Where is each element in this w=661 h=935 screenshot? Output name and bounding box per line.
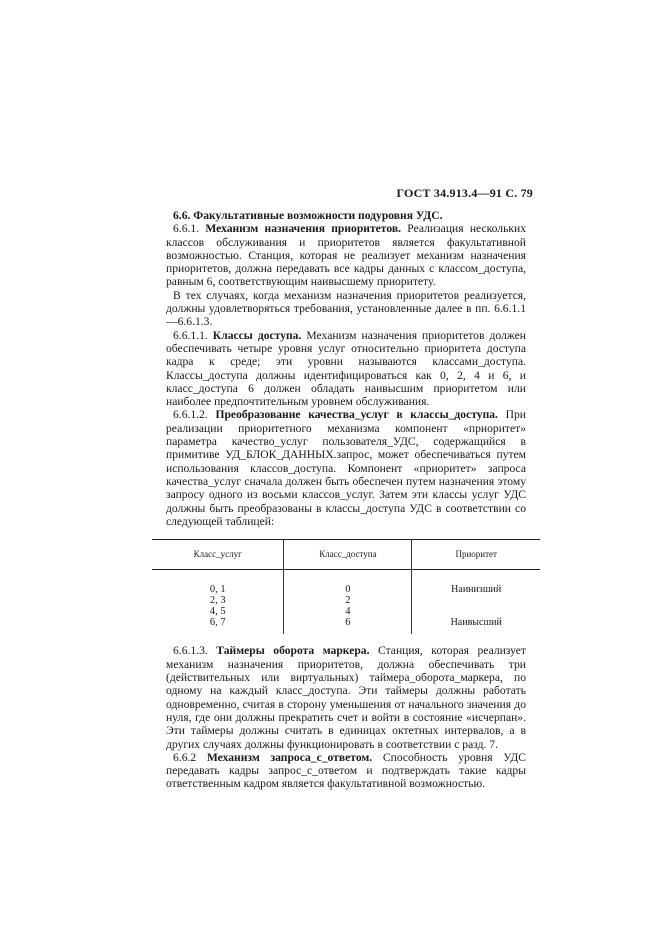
paragraph-6-6-1: [166, 222, 526, 288]
clause-title: Механизм назначения приоритетов.: [205, 222, 402, 236]
clause-text: Станция, которая реализует механизм назначения приоритетов, должна обеспечивать три (действительных или виртуальных) таймера_оборота_маркера, по одному на каждый класс_доступа. Эти таймеры должны работать одновременно, считая в сторону уменьшения от начального значения до нуля, где они должны прекратить счет и войти в состояние «исчерпан». Эти таймеры должны считать в единицах октетных интервалов, а в других случаях должны функционировать в соответствии с разд. 7.: [166, 644, 526, 751]
mapping-table: [152, 539, 540, 634]
clause-number: 6.6.1.3.: [173, 644, 208, 658]
clause-text: Реализация нескольких классов обслуживания и приоритетов является факультативной возможностью. Станция, которая не реализует механизм назначения приоритетов, должна передавать все кадры данных с классом_доступа, равным 6, соответствующим наивысшему приоритету.: [166, 222, 526, 289]
clause-text: Способность уровня УДС передавать кадры запрос_с_ответом и подтверждать такие кадры ответственным кадром является факультативной возможностью.: [166, 750, 526, 791]
cell-priority: [412, 606, 540, 617]
paragraph-6-6-1-1: [166, 329, 526, 409]
table-header-row: [152, 540, 540, 570]
cell-service: 2, 3: [209, 595, 226, 607]
cell-access: 6: [284, 617, 412, 628]
paragraph-6-6-1-3: [166, 644, 526, 750]
table-row: [152, 606, 540, 617]
table-row: [152, 595, 540, 606]
clause-title: Таймеры оборота маркера.: [216, 644, 370, 658]
cell-service: 0, 1: [209, 584, 226, 596]
cell-service: 6, 7: [209, 617, 226, 629]
clause-title: Классы доступа.: [212, 328, 302, 342]
table-row: [152, 617, 540, 628]
cell-access: 4: [284, 606, 412, 617]
header-access-class: Класс_доступа: [284, 540, 412, 570]
cell-access: 0: [284, 584, 412, 595]
header-priority: Приоритет: [412, 540, 540, 570]
clause-title: Преобразование качества_услуг в классы_доступа.: [215, 408, 498, 422]
clause-text: Механизм назначения приоритетов должен обеспечивать четыре уровня услуг относительно приоритета доступа кадра к среде; эти уровни называются классами_доступа. Классы_доступа должны идентифицироваться как 0, 2, 4 и 6, и класс_доступа 6 должен обладать наивысшим приоритетом или наиболее предпочтительным уровнем обслуживания.: [166, 328, 526, 409]
document-body: [166, 209, 526, 791]
paragraph-6-6-2: [166, 751, 526, 791]
cell-priority: [412, 595, 540, 606]
clause-title: Механизм запроса_с_ответом.: [206, 750, 373, 764]
paragraph-6-6-1-requirements: В тех случаях, когда механизм назначения приоритетов реализуется, должны удовлетворяться требования, установленные далее в пп. 6.6.1.1—6.6.1.3.: [166, 288, 526, 329]
header-service-class: Класс_услуг: [152, 540, 284, 570]
clause-number: 6.6.1.1.: [173, 328, 208, 342]
cell-service: 4, 5: [209, 606, 226, 618]
cell-priority: Наивысший: [450, 617, 502, 629]
clause-text: При реализации приоритетного механизма компонент «приоритет» параметра качество_услуг пользователя_УДС, содержащийся в примитиве УД_БЛОК_ДАННЫХ.запрос, может обеспечиваться путем использования классов_доступа. Компонент «приоритет» запроса качества_услуг сначала должен быть обеспечен путем назначения этому запросу одного из восьми классов_услуг. Затем эти классы услуг УДС должны быть преобразованы в классы_доступа УДС в соответствии со следующей таблицей:: [166, 408, 527, 528]
cell-access: 2: [284, 595, 412, 606]
section-heading: 6.6. Факультативные возможности подуровня УДС.: [173, 209, 443, 222]
clause-number: 6.6.1.: [173, 222, 200, 236]
paragraph-6-6-1-2: [166, 408, 526, 528]
clause-number: 6.6.1.2.: [173, 408, 208, 422]
clause-number: 6.6.2: [173, 750, 197, 764]
page-header: ГОСТ 34.913.4—91 С. 79: [396, 186, 533, 200]
mapping-table-wrapper: [152, 539, 540, 634]
table-row: [152, 584, 540, 595]
cell-priority: Наинизший: [451, 584, 502, 596]
